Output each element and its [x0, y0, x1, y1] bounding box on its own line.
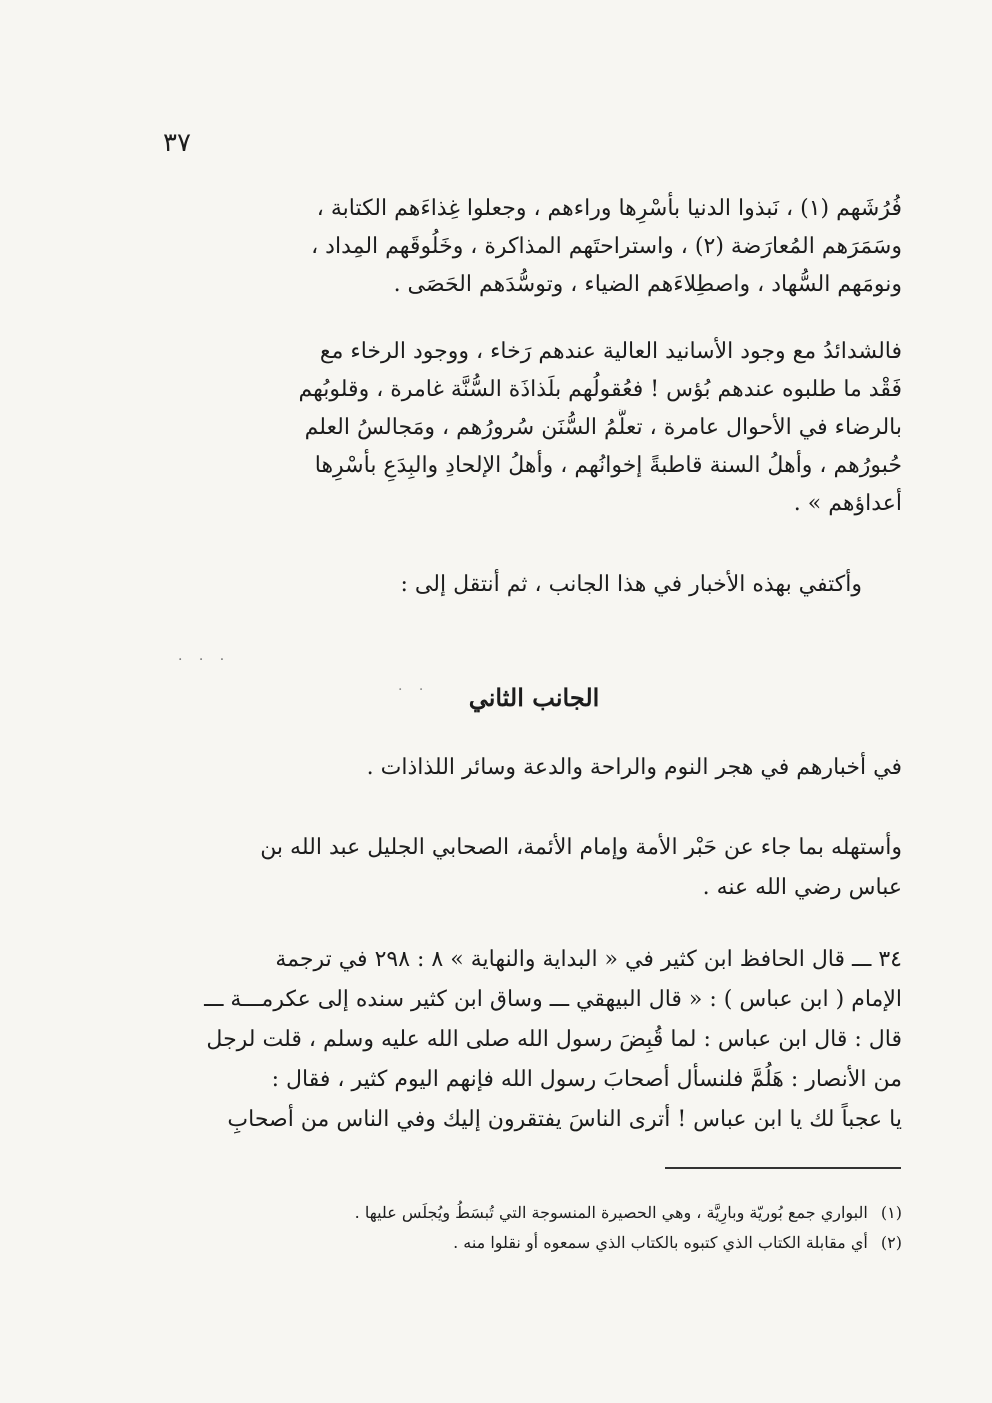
paragraph-3: [166, 566, 902, 604]
paragraph-4: [166, 828, 902, 908]
paragraph-1: [166, 190, 902, 304]
footnote-1: [166, 1198, 902, 1228]
text-line: ونومَهم السُّهاد ، واصطِلاءَهم الضياء ، وتوسُّدَهم الحَصَى .: [393, 272, 902, 297]
text-line: بالرضاء في الأحوال عامرة ، تعلُّمُ السُّنَن سُرورُهم ، ومَجالسُ العلم: [304, 415, 902, 440]
paragraph-5: [166, 940, 902, 1140]
footnotes: [166, 1198, 902, 1258]
footnote-divider: [665, 1167, 901, 1169]
text-line: يا عجباً لك يا ابن عباس ! أترى الناسَ يفتقرون إليك وفي الناس من أصحابِ: [227, 1107, 902, 1132]
text-line: وأكتفي بهذه الأخبار في هذا الجانب ، ثم أنتقل إلى :: [400, 572, 862, 597]
footnote-number: (٢): [880, 1233, 902, 1252]
text-line: من الأنصار : هَلُمَّ فلنسأل أصحابَ رسول الله فإنهم اليوم كثير ، فقال :: [271, 1067, 902, 1092]
footnote-2: [166, 1228, 902, 1258]
text-line: فَقْد ما طلبوه عندهم بُؤس ! فعُقولُهم بلَذاذَة السُّنَّة غامرة ، وقلوبُهم: [298, 377, 902, 402]
text-line: وسَمَرَهم المُعارَضة (٢) ، واستراحتَهم المذاكرة ، وخَلُوقَهم المِداد ،: [311, 234, 902, 259]
scan-specks: · · ·: [178, 652, 231, 668]
text-line: قال : قال ابن عباس : لما قُبِضَ رسول الله صلى الله عليه وسلم ، قلت لرجل: [206, 1027, 902, 1052]
text-line: فُرُشَهم (١) ، نَبذوا الدنيا بأسْرِها وراءهم ، وجعلوا غِذاءَهم الكتابة ،: [316, 196, 902, 221]
footnote-text: أي مقابلة الكتاب الذي كتبوه بالكتاب الذي سمعوه أو نقلوا منه .: [453, 1233, 868, 1252]
text-line: أعداؤهم » .: [793, 491, 902, 516]
footnote-number: (١): [880, 1203, 902, 1222]
text-line: وأستهله بما جاء عن حَبْر الأمة وإمام الأئمة، الصحابي الجليل عبد الله بن: [260, 835, 902, 860]
page-number: ٣٧: [163, 128, 191, 158]
footnote-text: البواري جمع بُوريّة وبارِيَّة ، وهي الحصيرة المنسوجة التي تُبسَطُ ويُجلَس عليها .: [354, 1203, 868, 1222]
scan-specks: · ·: [398, 682, 430, 698]
text-line: عباس رضي الله عنه .: [702, 875, 902, 900]
section-heading: الجانب الثاني: [468, 683, 600, 712]
text-line: حُبورُهم ، وأهلُ السنة قاطبةً إخوانُهم ، وأهلُ الإلحادِ والبِدَعِ بأسْرِها: [314, 453, 902, 478]
text-line: الإمام ( ابن عباس ) : « قال البيهقي ـــ وساق ابن كثير سنده إلى عكرمـــة ـــ: [204, 987, 902, 1012]
text-line: ٣٤ ـــ قال الحافظ ابن كثير في « البداية والنهاية » ٨ : ٢٩٨ في ترجمة: [275, 947, 902, 972]
text-line: فالشدائدُ مع وجود الأسانيد العالية عندهم رَخاء ، ووجود الرخاء مع: [319, 339, 902, 364]
section-subtitle: في أخبارهم في هجر النوم والراحة والدعة وسائر اللذاذات .: [366, 755, 902, 780]
paragraph-2: [166, 333, 902, 523]
